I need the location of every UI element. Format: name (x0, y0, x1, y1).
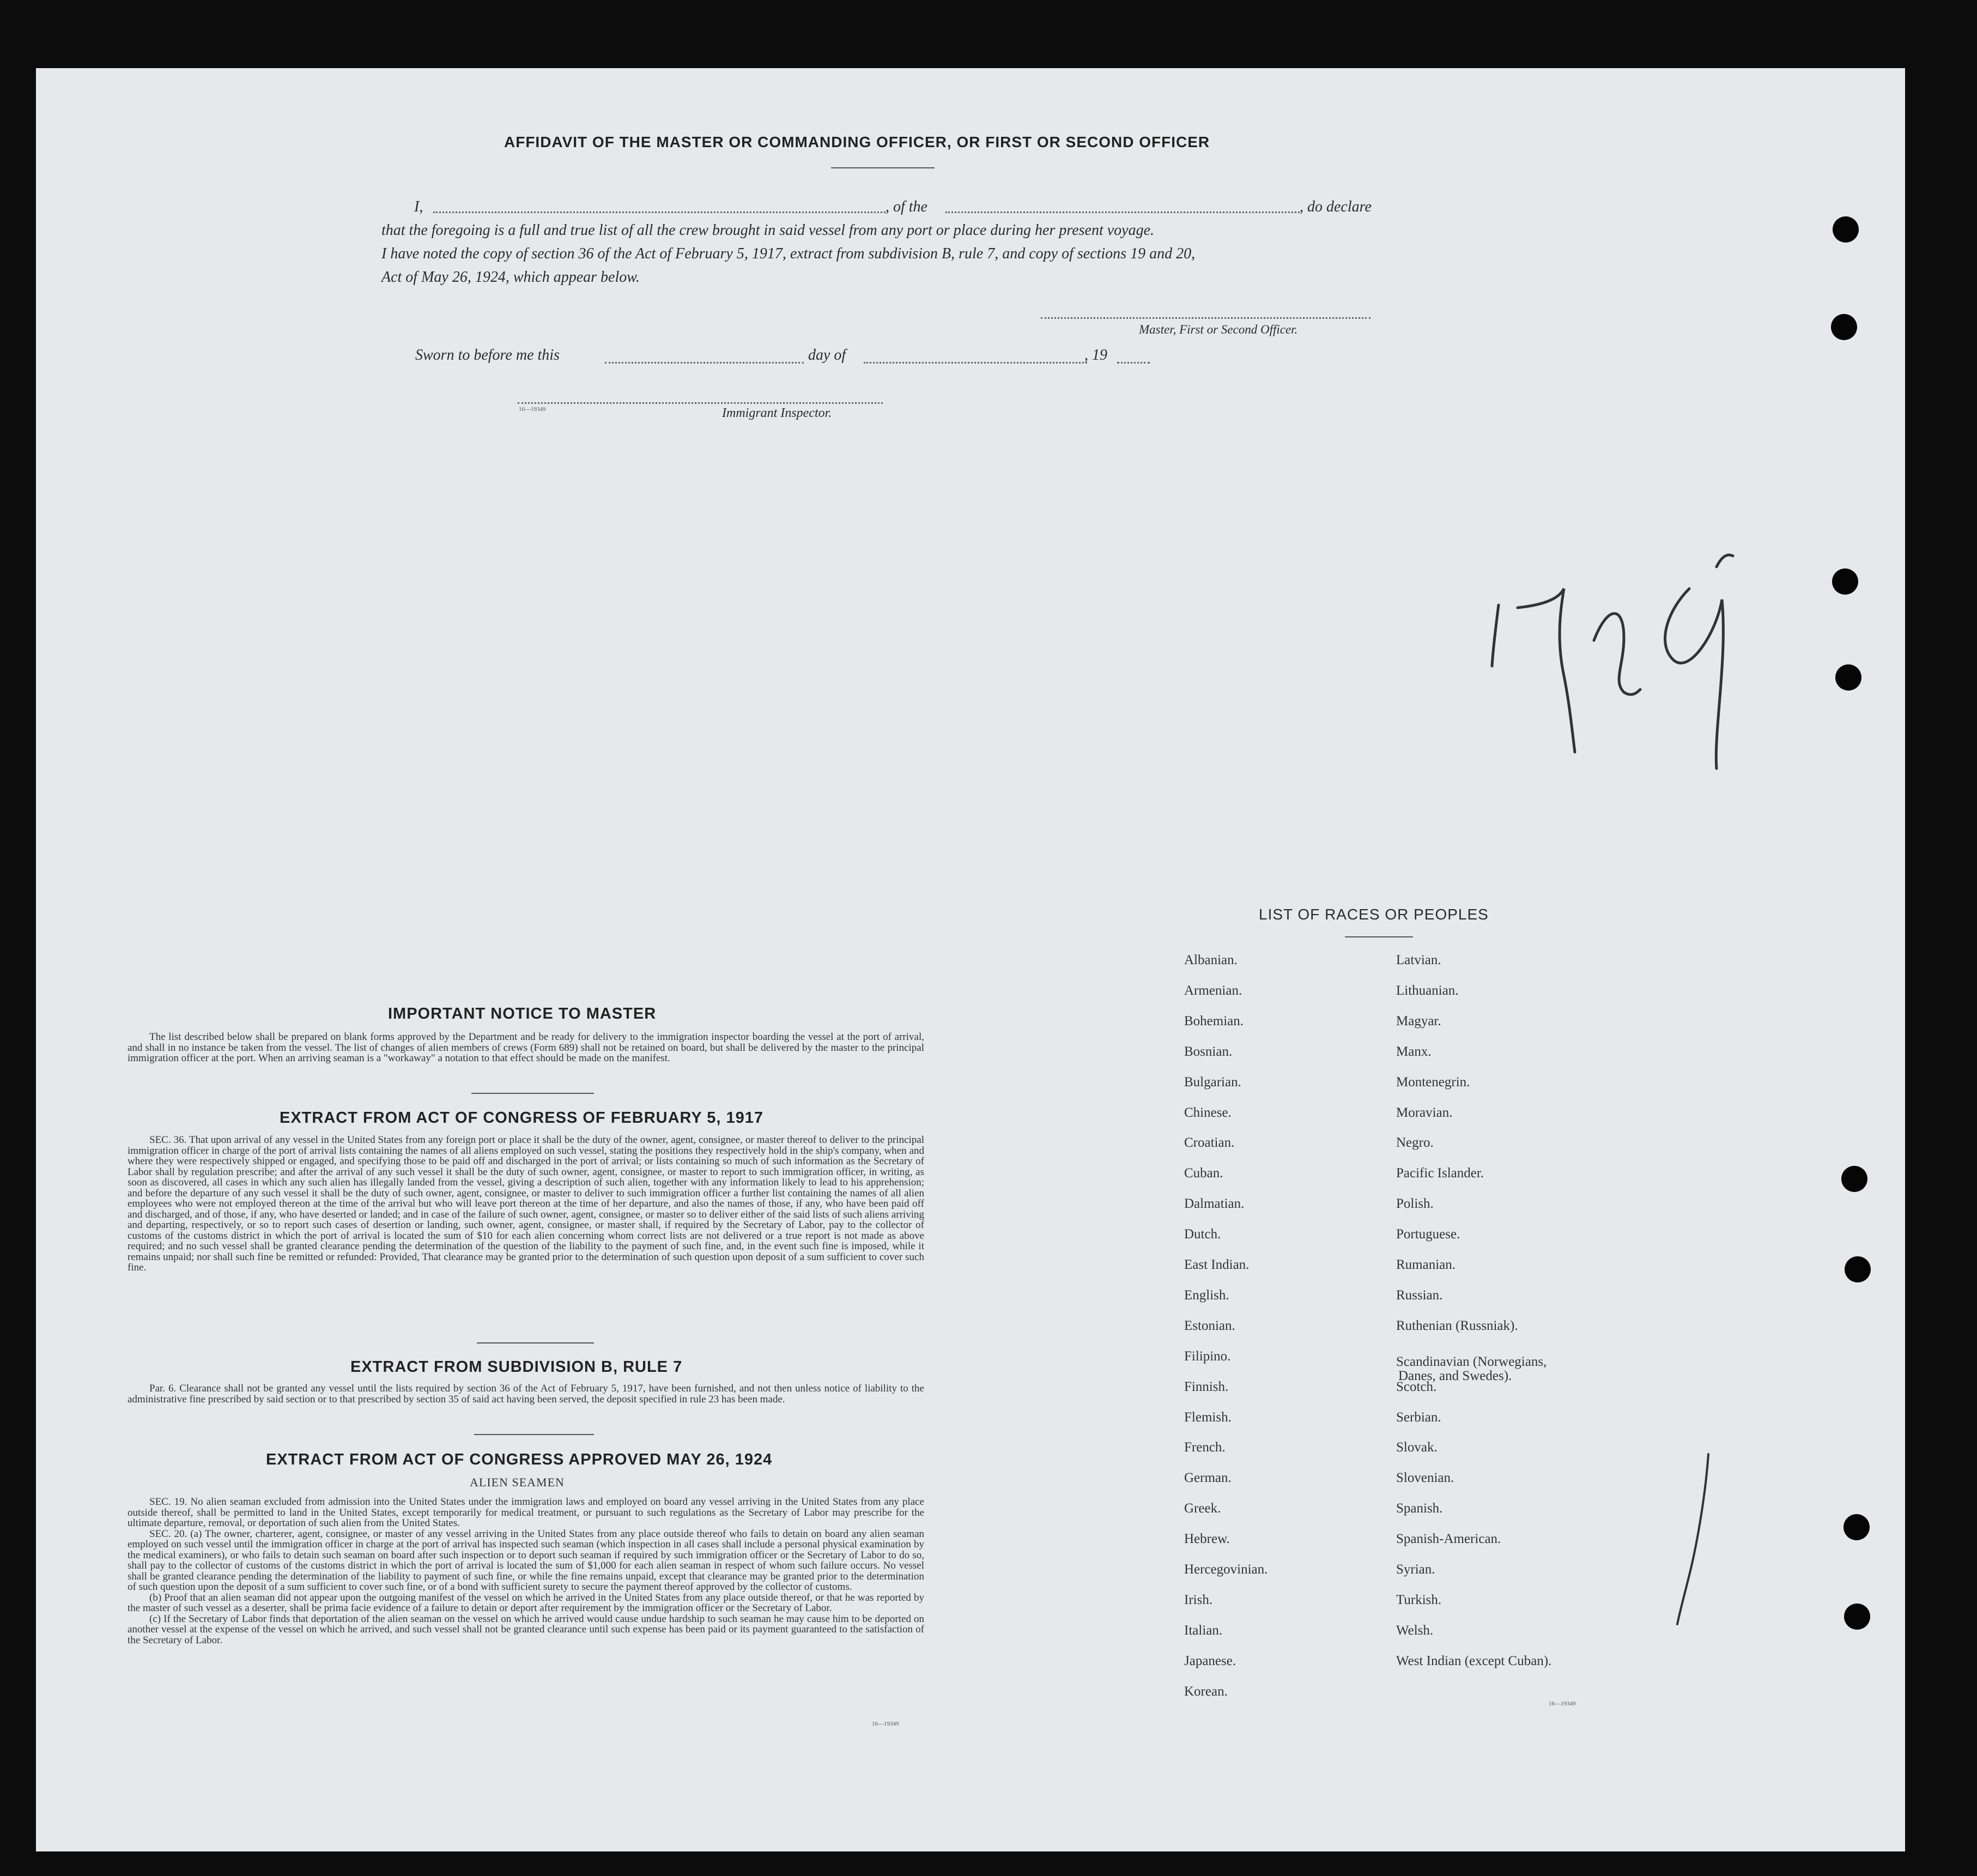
race-item: Slovak. (1396, 1440, 1438, 1455)
race-item: Negro. (1396, 1135, 1434, 1150)
sworn-day-of: day of (808, 347, 846, 364)
section-20c-paragraph: (c) If the Secretary of Labor finds that deportation of the alien seaman on the vessel on which he arrived would cause undue hardship to such seaman he may cause him to be deported on another vessel at the expense of the vessel on which he arrived, and such vessel shall not be granted clearance until such expense has been paid or its payment guaranteed to the satisfaction of the Secretary of Labor. (128, 1613, 924, 1646)
extract-rule7-heading: EXTRACT FROM SUBDIVISION B, RULE 7 (350, 1358, 683, 1376)
race-item: Rumanian. (1396, 1257, 1456, 1272)
punch-hole (1832, 568, 1858, 595)
punch-hole (1841, 1166, 1867, 1192)
handwritten-mark (1667, 1450, 1717, 1630)
section-20a-paragraph: SEC. 20. (a) The owner, charterer, agent, consignee, or master of any vessel arriving in the United States from any place outside thereof who fails to detain on board any alien seaman employed on such vessel until the immigration officer in charge at the port of arrival has inspected such seaman (which inspection in all cases shall include a personal physical examination by the medical examiners), or who fails to detain such seaman on board after such inspection or to deport such seaman if required by such immigration officer or the Secretary of Labor to do so, shall pay to the collector of customs of the customs district in which the port of arrival is located the sum of $1,000 for each alien seaman in respect of whom such failure occurs. No vessel shall be granted clearance pending the determination of the liability to payment of such fine, or while the fine remains unpaid, except that clearance may be granted prior to the determination of such question upon the deposit of a sum sufficient to cover such fine, or of a bond with sufficient surety to secure the payment thereof approved by the collector of customs. (128, 1528, 924, 1593)
notice-text (128, 1032, 924, 1064)
affidavit-line1-i: I, (414, 198, 423, 215)
extract-rule7-text (128, 1383, 924, 1405)
race-item: Armenian. (1184, 983, 1242, 998)
day-blank[interactable] (605, 362, 804, 364)
race-item: Russian. (1396, 1288, 1443, 1303)
alien-seamen-subheading: ALIEN SEAMEN (470, 1475, 565, 1489)
affidavit-heading: AFFIDAVIT OF THE MASTER OR COMMANDING OFFICER, OR FIRST OR SECOND OFFICER (504, 134, 1210, 150)
race-item: Filipino. (1184, 1349, 1231, 1364)
handwritten-date (1460, 523, 1798, 774)
extract-1917-text (128, 1135, 924, 1273)
notice-paragraph: The list described below shall be prepared on blank forms approved by the Department and be ready for delivery to the immigration inspector boarding the vessel at the port of arrival, and shall in no instance be taken from the vessel. The list of changes of alien members of crews (Form 689) shall not be retained on board, but shall be delivered by the master to the principal immigration officer at the port. When an arriving seaman is a "workaway" a notation to that effect should be made on the manifest. (128, 1031, 924, 1064)
race-item: Lithuanian. (1396, 983, 1459, 998)
race-item: Dutch. (1184, 1227, 1221, 1242)
vessel-blank[interactable] (945, 211, 1300, 213)
name-blank[interactable] (433, 211, 886, 213)
races-heading: LIST OF RACES OR PEOPLES (1259, 906, 1489, 923)
race-item: Portuguese. (1396, 1227, 1460, 1242)
race-item: English. (1184, 1288, 1229, 1303)
form-number: 16—19349 (1549, 1700, 1576, 1707)
handwritten-date-text: 1/24 (1460, 523, 1461, 524)
race-item: Slovenian. (1396, 1470, 1454, 1485)
sworn-prefix: Sworn to before me this (415, 347, 560, 364)
extract-1917-heading: EXTRACT FROM ACT OF CONGRESS OF FEBRUARY 5, 1917 (280, 1109, 764, 1127)
extract-1924-text (128, 1497, 924, 1645)
race-item: West Indian (except Cuban). (1396, 1654, 1552, 1668)
affidavit-line3: I have noted the copy of section 36 of the Act of February 5, 1917, extract from subdivision B, rule 7, and copy of sections 19 and 20, (381, 245, 1196, 262)
race-item: French. (1184, 1440, 1226, 1455)
race-item: Spanish-American. (1396, 1532, 1501, 1546)
rule7-paragraph: Par. 6. Clearance shall not be granted any vessel until the lists required by section 36 of the Act of February 5, 1917, have been furnished, and not then unless notice of liability to the administrative fine prescribed by said section or to that prescribed by section 35 of said act having been served, the deposit specified in rule 23 has been made. (128, 1383, 924, 1405)
punch-hole (1845, 1256, 1871, 1282)
race-item: Flemish. (1184, 1410, 1232, 1425)
race-item: Serbian. (1396, 1410, 1441, 1425)
race-item: Scotch. (1396, 1379, 1437, 1394)
divider (471, 1093, 594, 1094)
divider (474, 1434, 594, 1435)
race-item: Magyar. (1396, 1014, 1441, 1028)
race-item: Manx. (1396, 1044, 1432, 1059)
section-20b-paragraph: (b) Proof that an alien seaman did not appear upon the outgoing manifest of the vessel on which he arrived in the United States from any place outside thereof, or that he was reported by the master of such vessel as a deserter, shall be prima facie evidence of a failure to detain or deport after requirement by the immigration officer or the Secretary of Labor. (128, 1591, 924, 1614)
punch-hole (1831, 314, 1857, 340)
punch-hole (1833, 216, 1859, 243)
race-item: Welsh. (1396, 1623, 1434, 1638)
race-item: Hercegovinian. (1184, 1562, 1268, 1577)
race-item: Turkish. (1396, 1593, 1442, 1607)
race-item: Pacific Islander. (1396, 1166, 1484, 1181)
sworn-year: , 19 (1084, 347, 1107, 364)
punch-hole (1835, 664, 1861, 691)
race-item: Danes, and Swedes). (1398, 1369, 1512, 1383)
notice-heading: IMPORTANT NOTICE TO MASTER (388, 1005, 657, 1022)
section-19-paragraph: SEC. 19. No alien seaman excluded from admission into the United States under the immigration laws and employed on board any vessel arriving in the United States from any place outside thereof, shall be permitted to land in the United States, except temporarily for medical treatment, or pursuant to such regulations as the Secretary of Labor may prescribe for the ultimate departure, removal, or deportation of such alien from the United States. (128, 1496, 924, 1529)
form-number: 16—19349 (872, 1721, 899, 1727)
race-item: Scandinavian (Norwegians, (1396, 1354, 1547, 1369)
race-item: Hebrew. (1184, 1532, 1230, 1546)
affidavit-line1-declare: , do declare (1300, 198, 1372, 215)
inspector-caption: Immigrant Inspector. (722, 406, 832, 420)
form-number: 16—19349 (519, 406, 546, 413)
race-item: Dalmatian. (1184, 1196, 1245, 1211)
race-item: Italian. (1184, 1623, 1223, 1638)
race-item: Spanish. (1396, 1501, 1443, 1516)
race-item: Croatian. (1184, 1135, 1235, 1150)
race-item: Albanian. (1184, 953, 1238, 967)
punch-hole (1844, 1603, 1870, 1630)
race-item: Bohemian. (1184, 1014, 1244, 1028)
divider (1345, 936, 1413, 937)
race-item: Greek. (1184, 1501, 1221, 1516)
race-item: Estonian. (1184, 1318, 1235, 1333)
race-item: Polish. (1396, 1196, 1434, 1211)
race-item: Japanese. (1184, 1654, 1236, 1668)
punch-hole (1843, 1514, 1870, 1540)
affidavit-line1-of: , of the (886, 198, 927, 215)
race-item: Latvian. (1396, 953, 1441, 967)
race-item: Bulgarian. (1184, 1075, 1241, 1090)
section-36-paragraph: SEC. 36. That upon arrival of any vessel in the United States from any foreign port or place it shall be the duty of the owner, agent, consignee, or master thereof to deliver to the principal immigration officer in charge of the port of arrival lists containing the names of all aliens employed on such vessel, stating the positions they respectively hold in the ship's company, when and where they were respectively shipped or engaged, and specifying those to be paid off and discharged in the port of arrival; or lists containing so much of such information as the Secretary of Labor shall by regulation prescribe; and after the arrival of any such vessel it shall be the duty of such owner, agent, consignee, or master to report to such immigration officer, in writing, as soon as discovered, all cases in which any such alien has illegally landed from the vessel, giving a description of such alien, together with any information likely to lead to his apprehension; and before the departure of any such vessel it shall be the duty of such owner, agent, consignee, or master to deliver to such immigration officer a further list containing the names of all alien employees who were not employed thereon at the time of the arrival but who will leave port thereon at the time of her departure, and also the names of those, if any, who have been paid off and discharged, and of those, if any, who have deserted or landed; and in case of the failure of such owner, agent, consignee, or master so to deliver either of the said lists of such aliens arriving and departing, respectively, or so to report such cases of desertion or landing, such owner, agent, consignee, or master shall, if required by the Secretary of Labor, pay to the collector of customs of the customs district in which the port of arrival is located the sum of $10 for each alien concerning whom correct lists are not delivered or a true report is not made as above required; and no such vessel shall be granted clearance pending the determination of the question of the liability to the payment of such fine, and, in the event such fine is imposed, while it remains unpaid; nor shall such fine be remitted or refunded: Provided, That clearance may be granted prior to the determination of such question upon deposit of a sum sufficient to cover such fine. (128, 1134, 924, 1273)
signature-caption: Master, First or Second Officer. (1139, 323, 1298, 336)
race-item: East Indian. (1184, 1257, 1250, 1272)
race-item: Cuban. (1184, 1166, 1223, 1181)
race-item: Finnish. (1184, 1379, 1229, 1394)
divider (477, 1342, 594, 1344)
race-item: Montenegrin. (1396, 1075, 1470, 1090)
race-item: Moravian. (1396, 1105, 1453, 1120)
divider (831, 167, 935, 168)
extract-1924-heading: EXTRACT FROM ACT OF CONGRESS APPROVED MAY 26, 1924 (266, 1451, 773, 1468)
race-item: Bosnian. (1184, 1044, 1233, 1059)
year-blank[interactable] (1117, 362, 1150, 364)
race-item: German. (1184, 1470, 1232, 1485)
race-item: Syrian. (1396, 1562, 1435, 1577)
affidavit-line2: that the foregoing is a full and true list of all the crew brought in said vessel from any port or place during her present voyage. (381, 222, 1155, 239)
race-item: Korean. (1184, 1684, 1228, 1699)
race-item: Irish. (1184, 1593, 1213, 1607)
affidavit-line4: Act of May 26, 1924, which appear below. (381, 269, 640, 286)
race-item: Chinese. (1184, 1105, 1232, 1120)
month-blank[interactable] (864, 362, 1087, 364)
race-item: Ruthenian (Russniak). (1396, 1318, 1518, 1333)
